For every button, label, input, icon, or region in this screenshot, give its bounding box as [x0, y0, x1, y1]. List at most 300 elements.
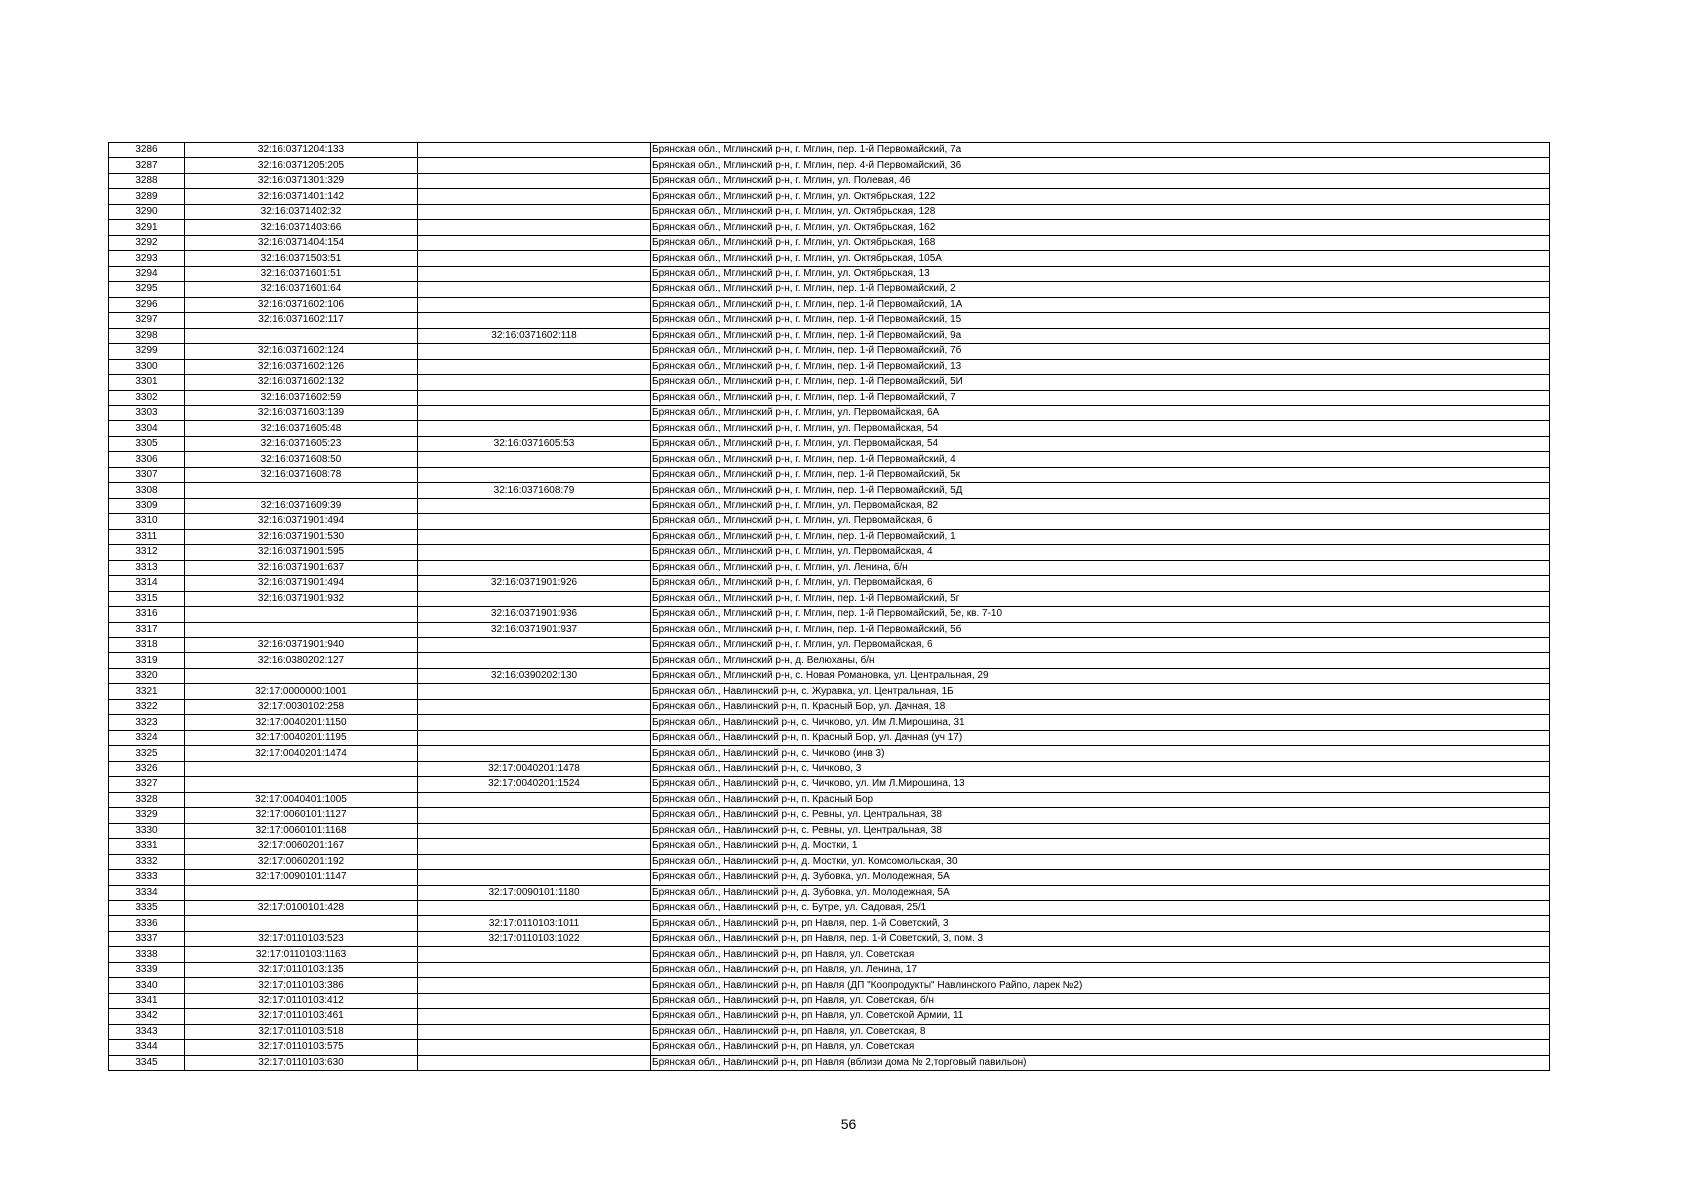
- row-number: 3322: [109, 699, 185, 714]
- table-row: [109, 1055, 1550, 1070]
- row-number: 3312: [109, 545, 185, 560]
- row-number: 3327: [109, 777, 185, 792]
- table-row: [109, 375, 1550, 390]
- address: Брянская обл., Мглинский р-н, г. Мглин, пер. 1-й Первомайский, 5е, кв. 7-10: [651, 607, 1550, 622]
- cadastral-number: 32:16:0371901:595: [185, 545, 418, 560]
- related-cadastral-number: [418, 730, 651, 745]
- table-row: [109, 916, 1550, 931]
- table-row: [109, 158, 1550, 173]
- cadastral-number: 32:17:0110103:523: [185, 931, 418, 946]
- cadastral-number: 32:16:0380202:127: [185, 653, 418, 668]
- row-number: 3332: [109, 854, 185, 869]
- related-cadastral-number: 32:16:0371605:53: [418, 436, 651, 451]
- address: Брянская обл., Мглинский р-н, г. Мглин, ул. Октябрьская, 105А: [651, 251, 1550, 266]
- row-number: 3304: [109, 421, 185, 436]
- address: Брянская обл., Навлинский р-н, с. Журавка, ул. Центральная, 1Б: [651, 684, 1550, 699]
- address: Брянская обл., Мглинский р-н, г. Мглин, пер. 1-й Первомайский, 1А: [651, 297, 1550, 312]
- cadastral-number: 32:17:0110103:630: [185, 1055, 418, 1070]
- row-number: 3295: [109, 282, 185, 297]
- address: Брянская обл., Навлинский р-н, рп Навля, ул. Советской Армии, 11: [651, 1009, 1550, 1024]
- related-cadastral-number: [418, 282, 651, 297]
- related-cadastral-number: [418, 467, 651, 482]
- row-number: 3317: [109, 622, 185, 637]
- related-cadastral-number: [418, 251, 651, 266]
- table-row: [109, 529, 1550, 544]
- table-row: [109, 885, 1550, 900]
- cadastral-number: 32:16:0371601:64: [185, 282, 418, 297]
- row-number: 3300: [109, 359, 185, 374]
- related-cadastral-number: [418, 266, 651, 281]
- row-number: 3318: [109, 638, 185, 653]
- related-cadastral-number: [418, 344, 651, 359]
- related-cadastral-number: [418, 792, 651, 807]
- row-number: 3293: [109, 251, 185, 266]
- row-number: 3297: [109, 313, 185, 328]
- table-row: [109, 978, 1550, 993]
- table-row: [109, 638, 1550, 653]
- cadastral-number: 32:17:0110103:518: [185, 1024, 418, 1039]
- cadastral-number: 32:17:0040201:1150: [185, 715, 418, 730]
- address: Брянская обл., Мглинский р-н, д. Велюханы, б/н: [651, 653, 1550, 668]
- table-row: [109, 452, 1550, 467]
- table-row: [109, 792, 1550, 807]
- table-row: [109, 344, 1550, 359]
- row-number: 3296: [109, 297, 185, 312]
- address: Брянская обл., Мглинский р-н, г. Мглин, ул. Ленина, б/н: [651, 560, 1550, 575]
- row-number: 3308: [109, 483, 185, 498]
- address: Брянская обл., Навлинский р-н, рп Навля (ДП "Коопродукты" Навлинского Райпо, ларек №2): [651, 978, 1550, 993]
- related-cadastral-number: [418, 529, 651, 544]
- table-row: [109, 684, 1550, 699]
- table-row: [109, 962, 1550, 977]
- address: Брянская обл., Навлинский р-н, д. Зубовка, ул. Молодежная, 5А: [651, 885, 1550, 900]
- cadastral-number: 32:17:0110103:461: [185, 1009, 418, 1024]
- table-row: [109, 931, 1550, 946]
- related-cadastral-number: [418, 313, 651, 328]
- address: Брянская обл., Мглинский р-н, г. Мглин, пер. 1-й Первомайский, 15: [651, 313, 1550, 328]
- row-number: 3290: [109, 204, 185, 219]
- related-cadastral-number: [418, 514, 651, 529]
- related-cadastral-number: 32:17:0110103:1022: [418, 931, 651, 946]
- row-number: 3325: [109, 746, 185, 761]
- related-cadastral-number: [418, 684, 651, 699]
- row-number: 3324: [109, 730, 185, 745]
- related-cadastral-number: [418, 947, 651, 962]
- cadastral-number: 32:16:0371609:39: [185, 498, 418, 513]
- related-cadastral-number: 32:17:0040201:1478: [418, 761, 651, 776]
- table-row: [109, 359, 1550, 374]
- cadastral-number: 32:17:0110103:386: [185, 978, 418, 993]
- row-number: 3302: [109, 390, 185, 405]
- row-number: 3288: [109, 173, 185, 188]
- table-row: [109, 668, 1550, 683]
- table-row: [109, 498, 1550, 513]
- cadastral-number: 32:17:0030102:258: [185, 699, 418, 714]
- address: Брянская обл., Навлинский р-н, рп Навля, пер. 1-й Советский, 3, пом. 3: [651, 931, 1550, 946]
- cadastral-number: [185, 777, 418, 792]
- table-row: [109, 405, 1550, 420]
- related-cadastral-number: [418, 143, 651, 158]
- related-cadastral-number: [418, 699, 651, 714]
- cadastral-number: 32:16:0371901:637: [185, 560, 418, 575]
- related-cadastral-number: [418, 900, 651, 915]
- address: Брянская обл., Мглинский р-н, г. Мглин, пер. 1-й Первомайский, 5Д: [651, 483, 1550, 498]
- cadastral-number: 32:17:0110103:135: [185, 962, 418, 977]
- address: Брянская обл., Мглинский р-н, г. Мглин, пер. 1-й Первомайский, 5к: [651, 467, 1550, 482]
- address: Брянская обл., Навлинский р-н, рп Навля (вблизи дома № 2,торговый павильон): [651, 1055, 1550, 1070]
- address: Брянская обл., Мглинский р-н, г. Мглин, пер. 1-й Первомайский, 9а: [651, 328, 1550, 343]
- address: Брянская обл., Мглинский р-н, г. Мглин, ул. Октябрьская, 168: [651, 235, 1550, 250]
- cadastral-number: 32:16:0371602:124: [185, 344, 418, 359]
- cadastral-number: 32:16:0371605:48: [185, 421, 418, 436]
- cadastral-number: [185, 622, 418, 637]
- cadastral-number: [185, 328, 418, 343]
- table-row: [109, 653, 1550, 668]
- related-cadastral-number: 32:16:0371901:936: [418, 607, 651, 622]
- table-row: [109, 591, 1550, 606]
- related-cadastral-number: [418, 823, 651, 838]
- address: Брянская обл., Мглинский р-н, г. Мглин, пер. 1-й Первомайский, 2: [651, 282, 1550, 297]
- cadastral-number: 32:17:0060201:192: [185, 854, 418, 869]
- row-number: 3287: [109, 158, 185, 173]
- address: Брянская обл., Мглинский р-н, г. Мглин, пер. 1-й Первомайский, 13: [651, 359, 1550, 374]
- address: Брянская обл., Навлинский р-н, с. Чичково, ул. Им Л.Мирошина, 31: [651, 715, 1550, 730]
- related-cadastral-number: [418, 204, 651, 219]
- cadastral-number: 32:16:0371605:23: [185, 436, 418, 451]
- cadastral-number: 32:16:0371602:106: [185, 297, 418, 312]
- related-cadastral-number: [418, 962, 651, 977]
- table-row: [109, 545, 1550, 560]
- cadastral-number: 32:16:0371602:117: [185, 313, 418, 328]
- table-row: [109, 467, 1550, 482]
- row-number: 3303: [109, 405, 185, 420]
- cadastral-number: 32:17:0110103:1163: [185, 947, 418, 962]
- cadastral-number: 32:16:0371205:205: [185, 158, 418, 173]
- row-number: 3331: [109, 839, 185, 854]
- related-cadastral-number: [418, 405, 651, 420]
- row-number: 3315: [109, 591, 185, 606]
- property-table-body: [109, 143, 1550, 1071]
- table-row: [109, 436, 1550, 451]
- row-number: 3305: [109, 436, 185, 451]
- cadastral-number: 32:16:0371602:126: [185, 359, 418, 374]
- row-number: 3286: [109, 143, 185, 158]
- cadastral-number: 32:17:0000000:1001: [185, 684, 418, 699]
- related-cadastral-number: [418, 173, 651, 188]
- row-number: 3306: [109, 452, 185, 467]
- row-number: 3328: [109, 792, 185, 807]
- row-number: 3314: [109, 576, 185, 591]
- address: Брянская обл., Мглинский р-н, г. Мглин, пер. 1-й Первомайский, 7б: [651, 344, 1550, 359]
- address: Брянская обл., Мглинский р-н, г. Мглин, пер. 1-й Первомайский, 5б: [651, 622, 1550, 637]
- cadastral-number: 32:16:0371401:142: [185, 189, 418, 204]
- address: Брянская обл., Мглинский р-н, г. Мглин, ул. Первомайская, 82: [651, 498, 1550, 513]
- cadastral-number: 32:16:0371901:494: [185, 576, 418, 591]
- row-number: 3292: [109, 235, 185, 250]
- row-number: 3341: [109, 993, 185, 1008]
- cadastral-number: 32:16:0371404:154: [185, 235, 418, 250]
- address: Брянская обл., Мглинский р-н, с. Новая Романовка, ул. Центральная, 29: [651, 668, 1550, 683]
- cadastral-number: 32:17:0110103:575: [185, 1040, 418, 1055]
- table-row: [109, 746, 1550, 761]
- row-number: 3334: [109, 885, 185, 900]
- cadastral-number: 32:16:0371403:66: [185, 220, 418, 235]
- table-row: [109, 204, 1550, 219]
- related-cadastral-number: [418, 1009, 651, 1024]
- related-cadastral-number: [418, 297, 651, 312]
- cadastral-number: 32:16:0371601:51: [185, 266, 418, 281]
- cadastral-number: 32:16:0371901:940: [185, 638, 418, 653]
- table-row: [109, 328, 1550, 343]
- address: Брянская обл., Мглинский р-н, г. Мглин, пер. 1-й Первомайский, 7а: [651, 143, 1550, 158]
- related-cadastral-number: [418, 653, 651, 668]
- row-number: 3319: [109, 653, 185, 668]
- table-row: [109, 1009, 1550, 1024]
- cadastral-number: 32:17:0040201:1195: [185, 730, 418, 745]
- related-cadastral-number: [418, 854, 651, 869]
- address: Брянская обл., Мглинский р-н, г. Мглин, ул. Первомайская, 6: [651, 576, 1550, 591]
- table-row: [109, 189, 1550, 204]
- related-cadastral-number: [418, 591, 651, 606]
- related-cadastral-number: [418, 638, 651, 653]
- address: Брянская обл., Навлинский р-н, рп Навля, ул. Советская: [651, 1040, 1550, 1055]
- related-cadastral-number: 32:17:0040201:1524: [418, 777, 651, 792]
- address: Брянская обл., Мглинский р-н, г. Мглин, ул. Первомайская, 6: [651, 638, 1550, 653]
- related-cadastral-number: [418, 808, 651, 823]
- table-row: [109, 1040, 1550, 1055]
- related-cadastral-number: [418, 220, 651, 235]
- address: Брянская обл., Мглинский р-н, г. Мглин, пер. 1-й Первомайский, 7: [651, 390, 1550, 405]
- table-row: [109, 870, 1550, 885]
- row-number: 3309: [109, 498, 185, 513]
- cadastral-number: 32:17:0060201:167: [185, 839, 418, 854]
- address: Брянская обл., Навлинский р-н, д. Зубовка, ул. Молодежная, 5А: [651, 870, 1550, 885]
- address: Брянская обл., Мглинский р-н, г. Мглин, ул. Первомайская, 4: [651, 545, 1550, 560]
- address: Брянская обл., Мглинский р-н, г. Мглин, ул. Октябрьская, 13: [651, 266, 1550, 281]
- row-number: 3329: [109, 808, 185, 823]
- related-cadastral-number: [418, 839, 651, 854]
- cadastral-number: 32:17:0090101:1147: [185, 870, 418, 885]
- cadastral-number: 32:16:0371608:78: [185, 467, 418, 482]
- row-number: 3340: [109, 978, 185, 993]
- related-cadastral-number: 32:16:0371901:926: [418, 576, 651, 591]
- row-number: 3343: [109, 1024, 185, 1039]
- row-number: 3299: [109, 344, 185, 359]
- address: Брянская обл., Навлинский р-н, рп Навля, ул. Советская: [651, 947, 1550, 962]
- related-cadastral-number: 32:17:0110103:1011: [418, 916, 651, 931]
- cadastral-number: [185, 761, 418, 776]
- table-row: [109, 560, 1550, 575]
- address: Брянская обл., Мглинский р-н, г. Мглин, ул. Первомайская, 6А: [651, 405, 1550, 420]
- address: Брянская обл., Навлинский р-н, д. Мостки, 1: [651, 839, 1550, 854]
- related-cadastral-number: [418, 560, 651, 575]
- row-number: 3339: [109, 962, 185, 977]
- cadastral-number: 32:17:0040401:1005: [185, 792, 418, 807]
- table-row: [109, 282, 1550, 297]
- cadastral-number: [185, 483, 418, 498]
- row-number: 3344: [109, 1040, 185, 1055]
- address: Брянская обл., Мглинский р-н, г. Мглин, пер. 4-й Первомайский, 36: [651, 158, 1550, 173]
- address: Брянская обл., Мглинский р-н, г. Мглин, ул. Октябрьская, 128: [651, 204, 1550, 219]
- cadastral-number: 32:17:0110103:412: [185, 993, 418, 1008]
- related-cadastral-number: 32:16:0371602:118: [418, 328, 651, 343]
- address: Брянская обл., Навлинский р-н, рп Навля, ул. Советская, 8: [651, 1024, 1550, 1039]
- table-row: [109, 266, 1550, 281]
- related-cadastral-number: [418, 1055, 651, 1070]
- table-row: [109, 313, 1550, 328]
- row-number: 3294: [109, 266, 185, 281]
- related-cadastral-number: [418, 158, 651, 173]
- related-cadastral-number: [418, 498, 651, 513]
- related-cadastral-number: [418, 1040, 651, 1055]
- cadastral-number: 32:16:0371301:329: [185, 173, 418, 188]
- cadastral-number: 32:16:0371602:132: [185, 375, 418, 390]
- address: Брянская обл., Навлинский р-н, с. Чичково, ул. Им Л.Мирошина, 13: [651, 777, 1550, 792]
- table-row: [109, 808, 1550, 823]
- address: Брянская обл., Мглинский р-н, г. Мглин, пер. 1-й Первомайский, 5И: [651, 375, 1550, 390]
- address: Брянская обл., Навлинский р-н, с. Ревны, ул. Центральная, 38: [651, 808, 1550, 823]
- table-row: [109, 761, 1550, 776]
- address: Брянская обл., Мглинский р-н, г. Мглин, пер. 1-й Первомайский, 1: [651, 529, 1550, 544]
- related-cadastral-number: [418, 1024, 651, 1039]
- cadastral-number: 32:16:0371901:932: [185, 591, 418, 606]
- table-row: [109, 622, 1550, 637]
- table-row: [109, 220, 1550, 235]
- table-row: [109, 730, 1550, 745]
- cadastral-number: [185, 885, 418, 900]
- table-row: [109, 900, 1550, 915]
- related-cadastral-number: [418, 452, 651, 467]
- table-row: [109, 715, 1550, 730]
- related-cadastral-number: [418, 375, 651, 390]
- row-number: 3289: [109, 189, 185, 204]
- address: Брянская обл., Навлинский р-н, рп Навля, пер. 1-й Советский, 3: [651, 916, 1550, 931]
- related-cadastral-number: 32:17:0090101:1180: [418, 885, 651, 900]
- row-number: 3307: [109, 467, 185, 482]
- table-row: [109, 297, 1550, 312]
- address: Брянская обл., Мглинский р-н, г. Мглин, ул. Первомайская, 54: [651, 421, 1550, 436]
- address: Брянская обл., Мглинский р-н, г. Мглин, ул. Октябрьская, 162: [651, 220, 1550, 235]
- table-row: [109, 699, 1550, 714]
- row-number: 3291: [109, 220, 185, 235]
- related-cadastral-number: [418, 545, 651, 560]
- table-row: [109, 607, 1550, 622]
- table-row: [109, 777, 1550, 792]
- row-number: 3330: [109, 823, 185, 838]
- table-row: [109, 235, 1550, 250]
- row-number: 3345: [109, 1055, 185, 1070]
- row-number: 3342: [109, 1009, 185, 1024]
- row-number: 3326: [109, 761, 185, 776]
- table-row: [109, 514, 1550, 529]
- row-number: 3298: [109, 328, 185, 343]
- related-cadastral-number: [418, 359, 651, 374]
- address: Брянская обл., Навлинский р-н, п. Красный Бор, ул. Дачная (уч 17): [651, 730, 1550, 745]
- row-number: 3323: [109, 715, 185, 730]
- table-row: [109, 854, 1550, 869]
- related-cadastral-number: [418, 978, 651, 993]
- row-number: 3316: [109, 607, 185, 622]
- table-row: [109, 421, 1550, 436]
- related-cadastral-number: 32:16:0390202:130: [418, 668, 651, 683]
- address: Брянская обл., Мглинский р-н, г. Мглин, ул. Первомайская, 54: [651, 436, 1550, 451]
- cadastral-number: 32:16:0371503:51: [185, 251, 418, 266]
- related-cadastral-number: [418, 235, 651, 250]
- address: Брянская обл., Навлинский р-н, рп Навля, ул. Советская, б/н: [651, 993, 1550, 1008]
- row-number: 3337: [109, 931, 185, 946]
- address: Брянская обл., Навлинский р-н, д. Мостки, ул. Комсомольская, 30: [651, 854, 1550, 869]
- table-row: [109, 390, 1550, 405]
- table-row: [109, 993, 1550, 1008]
- table-row: [109, 839, 1550, 854]
- row-number: 3321: [109, 684, 185, 699]
- row-number: 3311: [109, 529, 185, 544]
- address: Брянская обл., Мглинский р-н, г. Мглин, пер. 1-й Первомайский, 5г: [651, 591, 1550, 606]
- address: Брянская обл., Навлинский р-н, с. Чичково (инв 3): [651, 746, 1550, 761]
- address: Брянская обл., Навлинский р-н, п. Красный Бор, ул. Дачная, 18: [651, 699, 1550, 714]
- address: Брянская обл., Мглинский р-н, г. Мглин, ул. Октябрьская, 122: [651, 189, 1550, 204]
- row-number: 3301: [109, 375, 185, 390]
- row-number: 3338: [109, 947, 185, 962]
- cadastral-number: 32:16:0371608:50: [185, 452, 418, 467]
- related-cadastral-number: [418, 870, 651, 885]
- related-cadastral-number: 32:16:0371608:79: [418, 483, 651, 498]
- address: Брянская обл., Навлинский р-н, с. Ревны, ул. Центральная, 38: [651, 823, 1550, 838]
- row-number: 3313: [109, 560, 185, 575]
- address: Брянская обл., Навлинский р-н, рп Навля, ул. Ленина, 17: [651, 962, 1550, 977]
- related-cadastral-number: [418, 390, 651, 405]
- related-cadastral-number: [418, 189, 651, 204]
- cadastral-number: 32:17:0100101:428: [185, 900, 418, 915]
- cadastral-number: 32:17:0060101:1127: [185, 808, 418, 823]
- related-cadastral-number: [418, 715, 651, 730]
- table-row: [109, 483, 1550, 498]
- address: Брянская обл., Мглинский р-н, г. Мглин, ул. Первомайская, 6: [651, 514, 1550, 529]
- cadastral-number: 32:16:0371602:59: [185, 390, 418, 405]
- cadastral-number: 32:16:0371901:530: [185, 529, 418, 544]
- related-cadastral-number: [418, 746, 651, 761]
- table-row: [109, 251, 1550, 266]
- table-row: [109, 1024, 1550, 1039]
- table-row: [109, 143, 1550, 158]
- cadastral-number: [185, 916, 418, 931]
- table-row: [109, 823, 1550, 838]
- address: Брянская обл., Навлинский р-н, с. Чичково, 3: [651, 761, 1550, 776]
- cadastral-number: 32:16:0371204:133: [185, 143, 418, 158]
- row-number: 3320: [109, 668, 185, 683]
- cadastral-number: 32:17:0060101:1168: [185, 823, 418, 838]
- related-cadastral-number: [418, 421, 651, 436]
- page-number: 56: [840, 1116, 857, 1132]
- cadastral-number: [185, 668, 418, 683]
- address: Брянская обл., Навлинский р-н, п. Красный Бор: [651, 792, 1550, 807]
- address: Брянская обл., Навлинский р-н, с. Бутре, ул. Садовая, 25/1: [651, 900, 1550, 915]
- row-number: 3335: [109, 900, 185, 915]
- related-cadastral-number: 32:16:0371901:937: [418, 622, 651, 637]
- cadastral-number: [185, 607, 418, 622]
- cadastral-number: 32:16:0371402:32: [185, 204, 418, 219]
- address: Брянская обл., Мглинский р-н, г. Мглин, пер. 1-й Первомайский, 4: [651, 452, 1550, 467]
- property-table: [108, 142, 1550, 1071]
- row-number: 3310: [109, 514, 185, 529]
- row-number: 3333: [109, 870, 185, 885]
- table-row: [109, 947, 1550, 962]
- address: Брянская обл., Мглинский р-н, г. Мглин, ул. Полевая, 46: [651, 173, 1550, 188]
- row-number: 3336: [109, 916, 185, 931]
- cadastral-number: 32:16:0371901:494: [185, 514, 418, 529]
- table-row: [109, 576, 1550, 591]
- cadastral-number: 32:17:0040201:1474: [185, 746, 418, 761]
